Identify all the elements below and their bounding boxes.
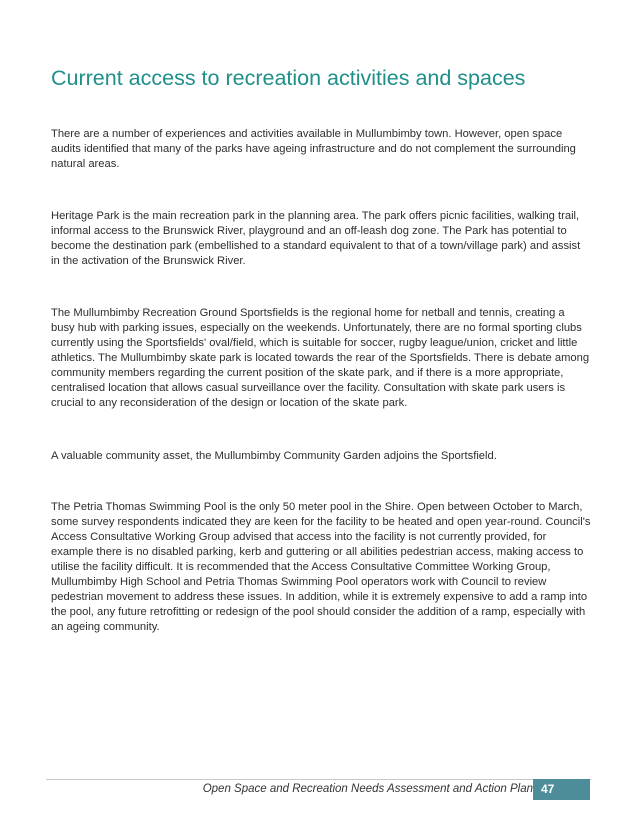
paragraph-swimming-pool: The Petria Thomas Swimming Pool is the only 50 meter pool in the Shire. Open between October to March, some survey respondents indicated they are keen for the facility to be heated and open year-round. Council's Access Consultative Working Group advised that access into the facility is not currently provided, for example there is no disabled parking, kerb and guttering or all abilities pedestrian access, making access to utilise the facility difficult. It is recommended that the Access Consultative Committee Working Group, Mullumbimby High School and Petria Thomas Swimming Pool operators work with Council to review pedestrian movement to address these issues. In addition, while it is extremely expensive to add a ramp into the pool, any future retrofitting or redesign of the pool should consider the addition of a ramp, especially with an ageing community. (51, 501, 591, 633)
page-number-badge: 47 (533, 779, 590, 800)
paragraph-heritage-park: Heritage Park is the main recreation park in the planning area. The park offers picnic facilities, walking trail, informal access to the Brunswick River, playground and an off-leash dog zone. The Park has potential to become the destination park (embellished to a standard equivalent to that of a town/village park) and assist in the activation of the Brunswick River. (51, 210, 581, 267)
paragraph-sportsfields: The Mullumbimby Recreation Ground Sportsfields is the regional home for netball and tennis, creating a busy hub with parking issues, especially on the weekends. Unfortunately, there are no formal sporting clubs currently using the Sportsfields' oval/field, which is suitable for soccer, rugby league/union, cricket and little athletics. The Mullumbimby skate park is located towards the rear of the Sportsfields. There is debate among community members regarding the current position of the skate park, and if there is a more appropriate, centralised location that allows casual surveillance over the facility. Consultation with skate park users is crucial to any reconsideration of the design or location of the skate park. (51, 307, 590, 409)
paragraph-community-garden: A valuable community asset, the Mullumbimby Community Garden adjoins the Sportsfield. (51, 450, 497, 462)
footer-document-title: Open Space and Recreation Needs Assessment and Action Plan (202, 783, 533, 795)
paragraph-intro: There are a number of experiences and activities available in Mullumbimby town. However, open space audits identified that many of the parks have ageing infrastructure and do not complement the surrounding natural areas. (51, 128, 576, 170)
footer-divider (46, 779, 591, 780)
page-title: Current access to recreation activities and spaces (51, 66, 526, 90)
